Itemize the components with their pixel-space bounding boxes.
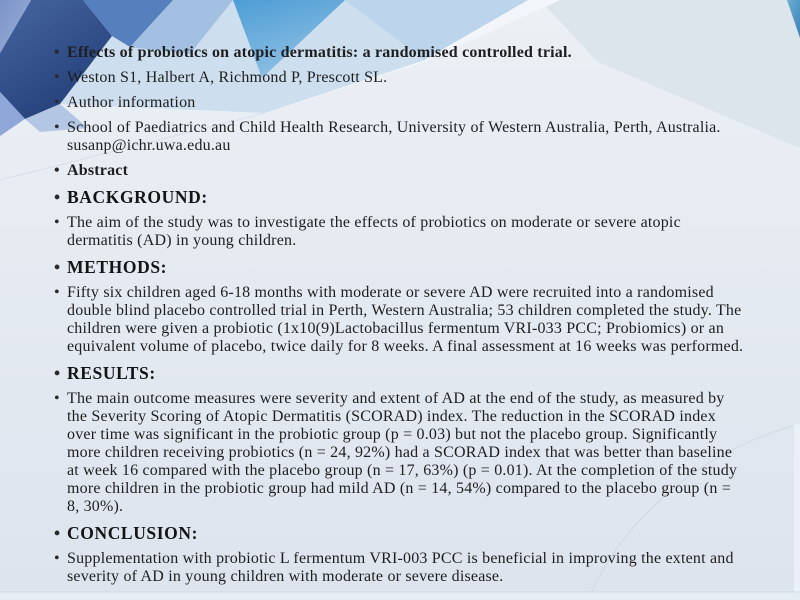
bullet-results-heading: • RESULTS: (54, 363, 746, 383)
bullet-background-text: • The aim of the study was to investigate the effects of probiotics on moderate or severe atopic dermatitis (AD) in young children. (54, 214, 746, 250)
bullet-abstract-heading: • Abstract (54, 162, 746, 180)
bullet-authors: • Weston S1, Halbert A, Richmond P, Prescott SL. (54, 69, 746, 87)
bullet-author-information: • Author information (54, 94, 746, 112)
bottom-edge-strip (0, 592, 800, 600)
bullet-background-heading: • BACKGROUND: (54, 187, 746, 207)
bullet-conclusion-text: • Supplementation with probiotic L fermentum VRI-003 PCC is beneficial in improving the extent and severity of AD in young children with moderate or severe disease. (54, 550, 746, 586)
bullet-methods-heading: • METHODS: (54, 257, 746, 277)
bullet-title: • Effects of probiotics on atopic dermatitis: a randomised controlled trial. (54, 44, 746, 62)
slide-body (54, 44, 746, 593)
right-edge-strip (794, 424, 800, 600)
bullet-results-text: • The main outcome measures were severity and extent of AD at the end of the study, as measured by the Severity Scoring of Atopic Dermatitis (SCORAD) index. The reduction in the SCORAD index over time was significant in the probiotic group (p = 0.03) but not the placebo group. Significantly more children receiving probiotics (n = 24, 92%) had a SCORAD index that was better than baseline at week 16 compared with the placebo group (n = 17, 63%) (p = 0.01). At the completion of the study more children in the probiotic group had mild AD (n = 14, 54%) compared to the placebo group (n = 8, 30%). (54, 390, 746, 516)
bullet-affiliation: • School of Paediatrics and Child Health Research, University of Western Australia, Perth, Australia. susanp@ichr.uwa.edu.au (54, 119, 746, 155)
bullet-conclusion-heading: • CONCLUSION: (54, 523, 746, 543)
bullet-methods-text: • Fifty six children aged 6-18 months with moderate or severe AD were recruited into a randomised double blind placebo controlled trial in Perth, Western Australia; 53 children completed the study. The children were given a probiotic (1x10(9)Lactobacillus fermentum VRI-033 PCC; Probiomics) or an equivalent volume of placebo, twice daily for 8 weeks. A final assessment at 16 weeks was performed. (54, 284, 746, 356)
